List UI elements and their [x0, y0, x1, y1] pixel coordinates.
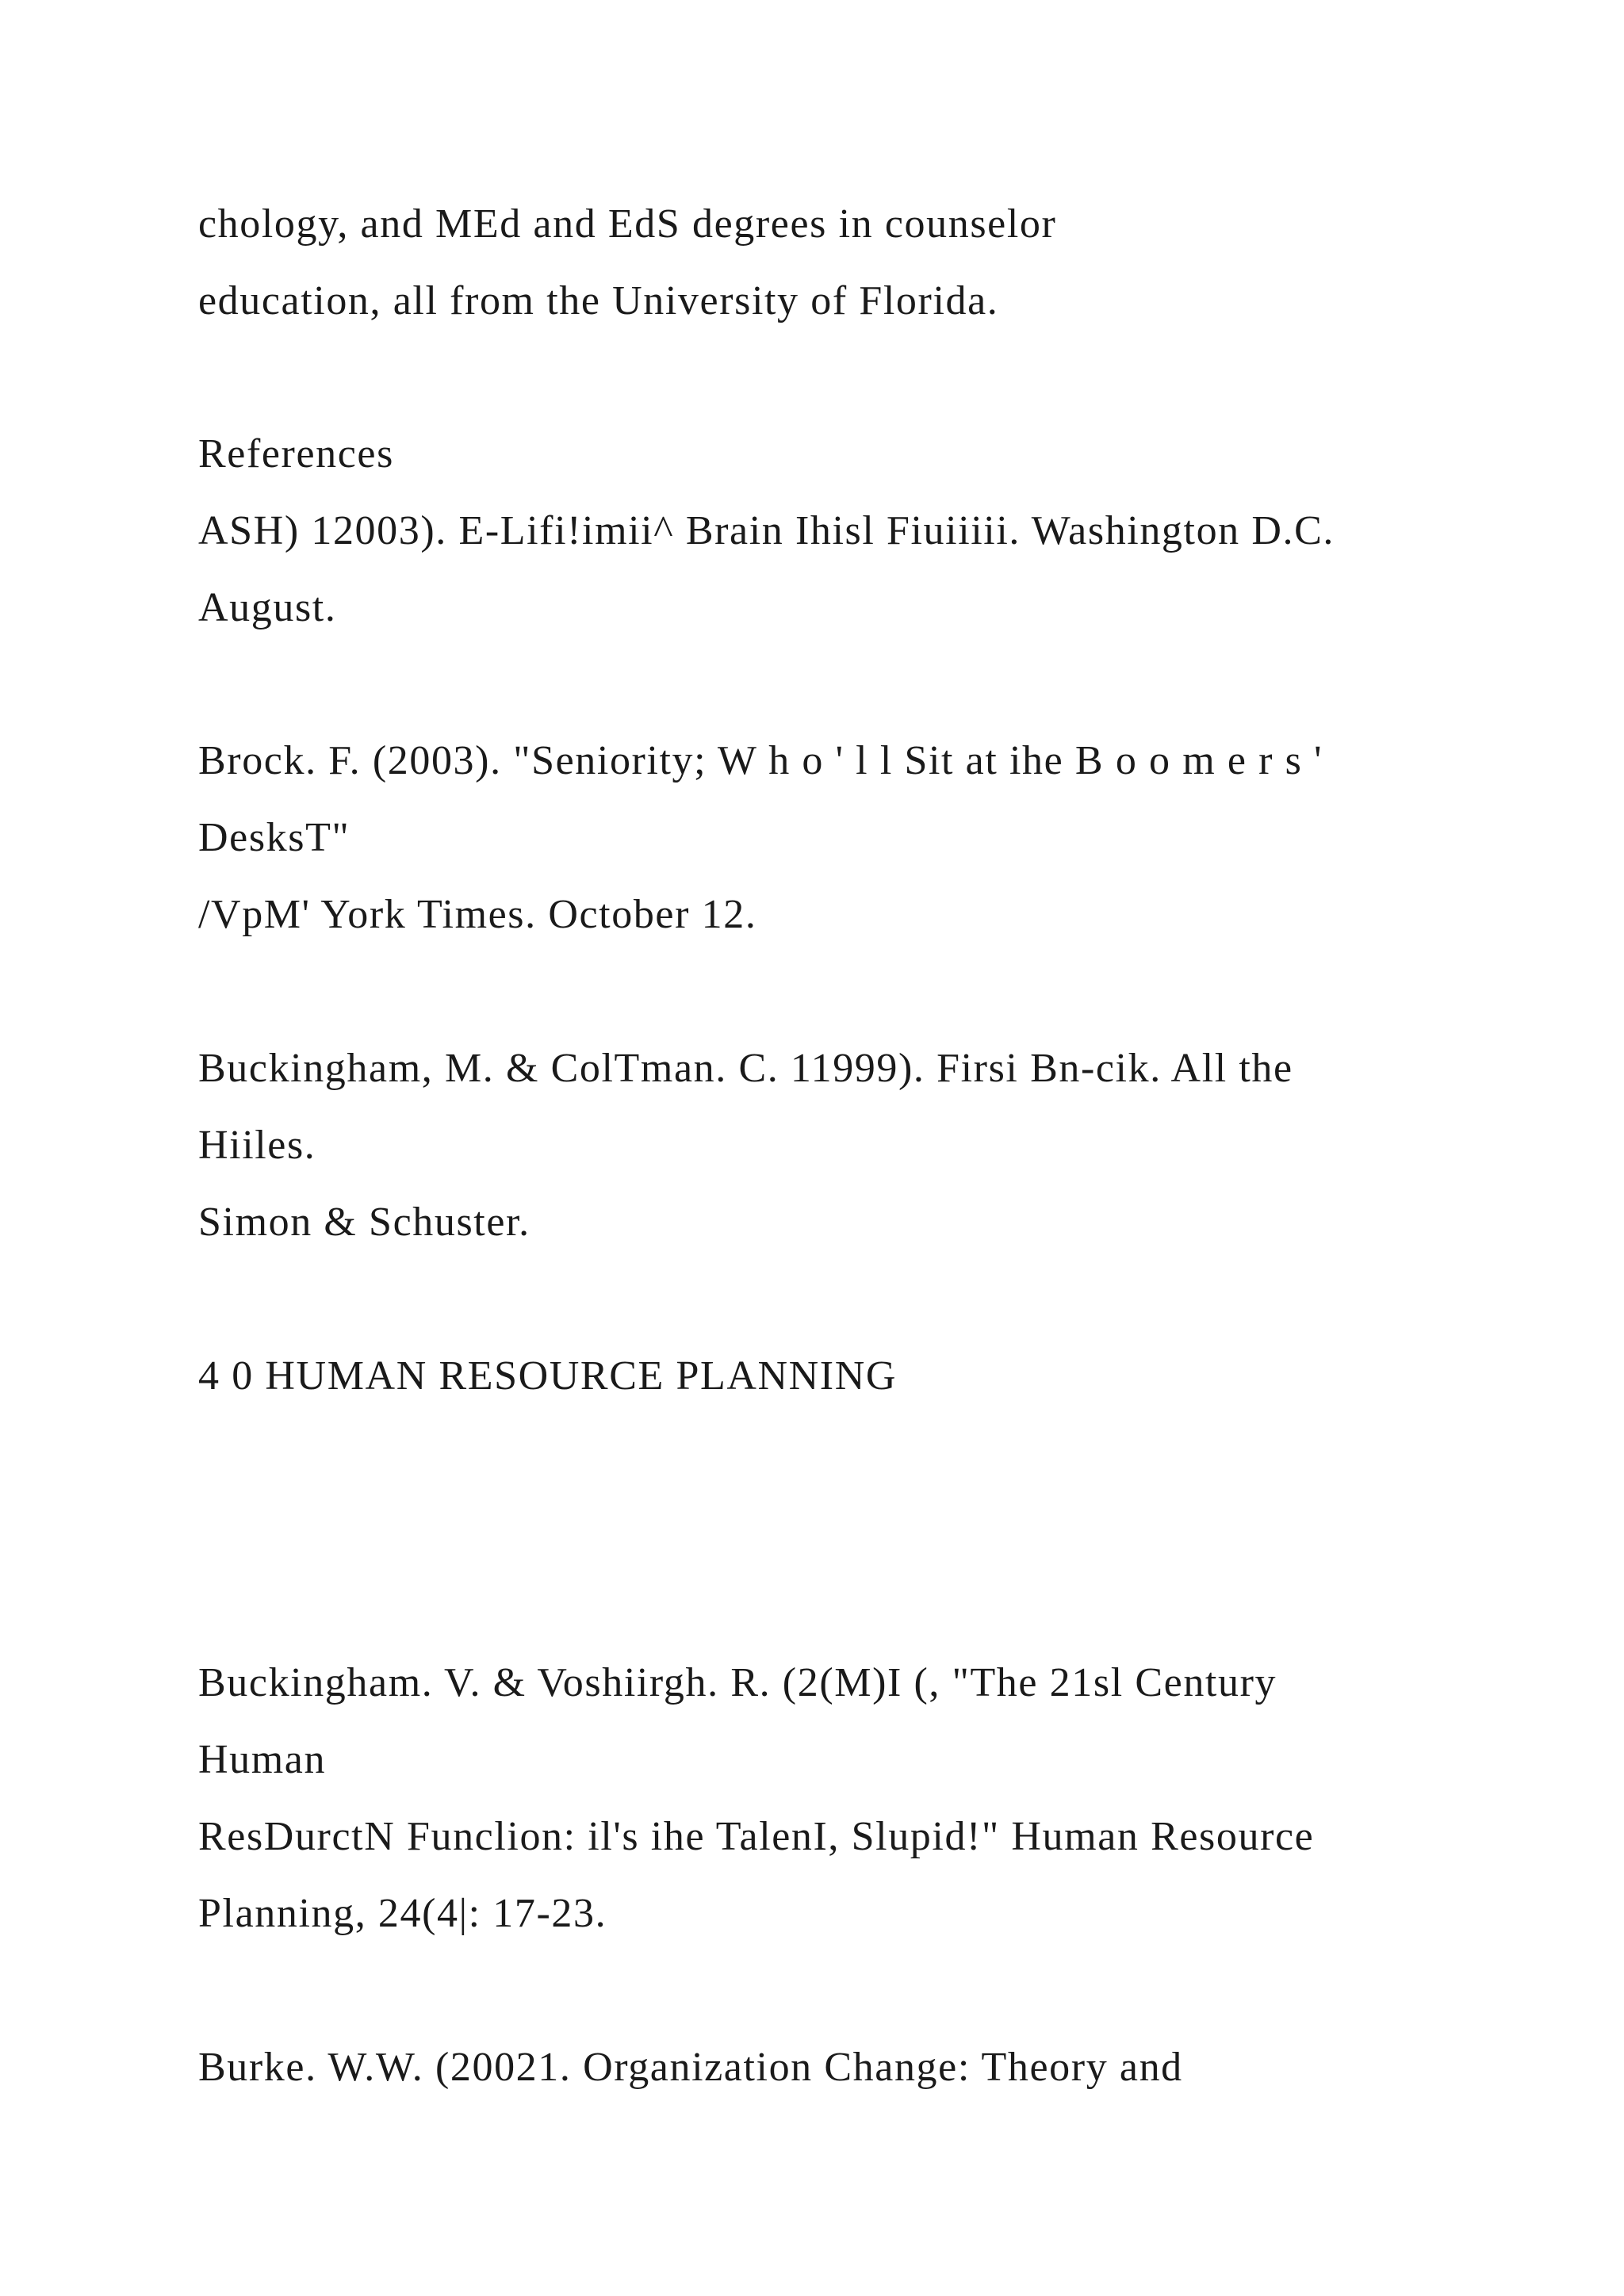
reference-line: Simon & Schuster.: [198, 1200, 530, 1245]
reference-line: ASH) 12003). E-Lifi!imii^ Brain Ihisl Fiuiiiii. Washington D.C.: [198, 508, 1335, 553]
reference-line: Buckingham, M. & ColTman. C. 11999). Firsi Bn-cik. All the: [198, 1046, 1293, 1091]
reference-line: DesksT": [198, 815, 350, 860]
reference-line: Hiiles.: [198, 1123, 316, 1168]
reference-line: /VpM' York Times. October 12.: [198, 892, 757, 937]
reference-line: Planning, 24(4|: 17-23.: [198, 1891, 607, 1936]
section-heading-references: References: [198, 431, 394, 476]
running-header: 4 0 HUMAN RESOURCE PLANNING: [198, 1353, 898, 1399]
reference-line: Burke. W.W. (20021. Organization Change: Theory and: [198, 2045, 1183, 2090]
reference-line: August.: [198, 585, 337, 630]
reference-line: ResDurctN Funclion: il's ihe TalenI, Slupid!" Human Resource: [198, 1814, 1315, 1859]
text-line: chology, and MEd and EdS degrees in counselor: [198, 201, 1057, 247]
text-line: education, all from the University of Florida.: [198, 278, 999, 323]
reference-line: Brock. F. (2003). "Seniority; W h o ' l l Sit at ihe B o o m e r s ': [198, 738, 1323, 783]
reference-line: Human: [198, 1737, 327, 1782]
reference-line: Buckingham. V. & Voshiirgh. R. (2(M)I (, "The 21sl Century: [198, 1660, 1277, 1705]
